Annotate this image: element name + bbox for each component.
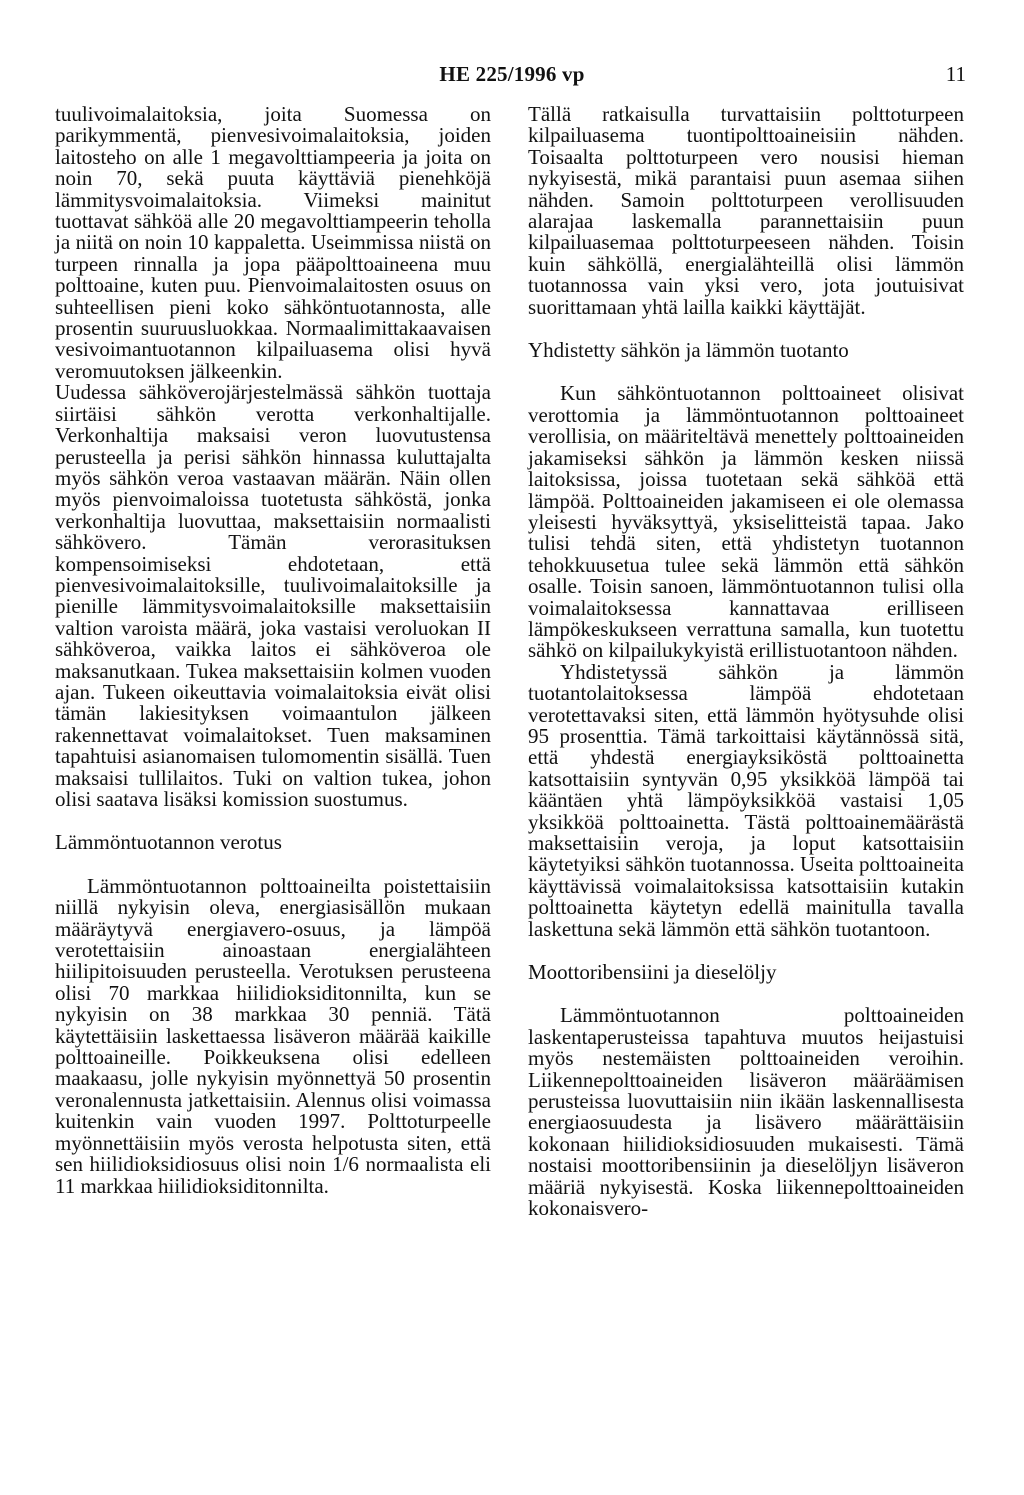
paragraph-liquid-fuels: Lämmöntuotannon polttoaineiden laskentaperusteissa tapahtuva muutos heijastuisi myös nestemäisten polttoaineiden veroihin. Liikennepolttoaineiden lisäveron määräämisen perusteissa luovuttaisiin niin ikään laskennallisesta energiaosuudesta ja lisävero määrättäisiin kokonaan hiilidioksidiosuuden mukaisesti. Tämä nostaisi moottoribensiinin ja dieselöljyn lisäveron määriä nykyisestä. Koska liikennepolttoaineiden kokonaisvero- — [528, 1003, 964, 1221]
right-column — [528, 104, 964, 1220]
paragraph-peat-competition: Tällä ratkaisulla turvattaisiin polttoturpeen kilpailuasema tuontipolttoaineisiin nähden. Toisaalta polttoturpeen vero nousisi hieman nykyisestä, mikä parantaisi puun asemaa siihen nähden. Samoin polttoturpeen verollisuuden alarajaa laskemalla parannettaisiin puun kilpailuasemaa polttoturpeeseen nähden. Toisin kuin sähköllä, energialähteillä olisi lämmön tuotannossa vain yksi vero, jota joutuisivat suorittamaan yhtä lailla kaikki käyttäjät. — [528, 102, 964, 319]
paragraph-fuel-allocation: Kun sähköntuotannon polttoaineet olisivat verottomia ja lämmöntuotannon polttoaineet verollisia, on määriteltävä menettely polttoaineiden jakamiseksi sähkön ja lämmön kesken niissä laitoksissa, joissa tuotetaan sekä sähköä että lämpöä. Polttoaineiden jakamiseen ei ole olemassa yleisesti hyväksyttyä, yksiselitteistä tapaa. Jako tulisi tehdä siten, että yhdistetyn tuotannon tehokkuusetua tulee sekä lämmön että sähkön osalle. Toisin sanoen, lämmöntuotannon tulisi olla voimalaitoksessa kannattavaa erilliseen lämpökeskukseen verrattuna samalla, kun tuotettu sähkö on kilpailukykyistä erillistuotantoon nähden. — [528, 381, 964, 663]
section-heading-combined-production: Yhdistetty sähkön ja lämmön tuotanto — [528, 338, 849, 363]
page-number: 11 — [945, 62, 966, 86]
section-heading-petrol-diesel: Moottoribensiini ja dieselöljy — [528, 960, 777, 985]
paragraph-heat-fuels: Lämmöntuotannon polttoaineilta poistettaisiin niillä nykyisin oleva, energiasisällön mukaan määräytyvä energiavero-osuus, ja lämpöä verotettaisiin ainoastaan energialähteen hiilipitoisuuden perusteella. Verotuksen perusteena olisi 70 markkaa hiilidioksiditonnilta, kun se nykyisin on 38 markkaa 30 penniä. Tätä käytettäisiin laskettaessa lisäveron määrää kaikille polttoaineille. Poikkeuksena olisi edelleen maakaasu, jolle nykyisin myönnettyä 50 prosentin veronalennusta jatkettaisiin. Alennus olisi voimassa kuitenkin vain vuoden 1997. Polttoturpeelle myönnettäisiin myös verosta helpotusta siten, että sen hiilidioksidiosuus olisi noin 1/6 normaalista eli 11 markkaa hiilidioksiditonnilta. — [55, 873, 491, 1198]
paragraph-wind-small-plants: tuulivoimalaitoksia, joita Suomessa on parikymmentä, pienvesivoimalaitoksia, joiden laitosteho on alle 1 megavolttiampeeria ja joita on noin 70, sekä puuta käyttäviä pienehköjä lämmitysvoimalaitoksia. Viimeksi mainitut tuottavat sähköä alle 20 megavolttiampeerin teholla ja niitä on noin 10 kappaletta. Useimmissa niistä on turpeen rinnalla ja jopa pääpolttoaineena muu polttoaine, kuten puu. Pienvoimalaitosten osuus on suhteellisen pieni koko sähköntuotannosta, alle prosentin suuruusluokkaa. Normaalimittakaavaisen vesivoimantuotannon kilpailuasema olisi hyvä veromuutoksen jälkeenkin. — [55, 102, 491, 383]
document-header-title: HE 225/1996 vp — [439, 62, 585, 86]
paragraph-heat-efficiency: Yhdistetyssä sähkön ja lämmön tuotantolaitoksessa lämpöä ehdotetaan verotettavaksi siten, että lämmön hyötysuhde olisi 95 prosenttia. Tämä tarkoittaisi käytännössä sitä, että yhdestä energiayksiköstä polttoainetta katsottaisiin syntyvän 0,95 yksikköä lämpöä tai kääntäen yhtä lämpöyksikköä vastaisi 1,05 yksikköä polttoainetta. Tästä polttoainemäärästä maksettaisiin veroja, ja loput katsottaisiin käytetyiksi sähkön tuotannossa. Useita polttoaineita käyttävissä voimalaitoksissa katsottaisiin kutakin polttoainetta käytetyn edellä mainitulla tavalla laskettuna sekä lämmön että sähkön tuotantoon. — [528, 659, 964, 941]
paragraph-new-tax-system: Uudessa sähköverojärjestelmässä sähkön tuottaja siirtäisi sähkön verotta verkonhaltijalle. Verkonhaltija maksaisi veron luovutustensa perusteella ja perisi sähkön hinnassa kuluttajalta myös sähkön veroa vastaavan määrän. Näin ollen myös pienvoimaloissa tuotetusta sähköstä, jonka verkonhaltija luovuttaa, maksettaisiin normaalisti sähkövero. Tämän verorasituksen kompensoimiseksi ehdotetaan, että pienvesivoimalaitoksille, tuulivoimalaitoksille ja pienille lämmitysvoimalaitoksille maksettaisiin valtion varoista määrä, joka vastaisi veroluokan II sähköveroa, vaikka laitos ei sähköveroa ole maksanutkaan. Tukea maksettaisiin kolmen vuoden ajan. Tukeen oikeuttavia voimalaitoksia eivät olisi tämän lakiesityksen voimaantulon jälkeen rakennettavat voimalaitokset. Tuen maksaminen tapahtuisi asianomaisen tulomomentin sisällä. Tuen maksaisi tullilaitos. Tuki on valtion tukea, johon olisi saatava lisäksi komission suostumus. — [55, 380, 491, 811]
left-column — [55, 104, 491, 1197]
section-heading-heat-taxation: Lämmöntuotannon verotus — [55, 830, 282, 855]
